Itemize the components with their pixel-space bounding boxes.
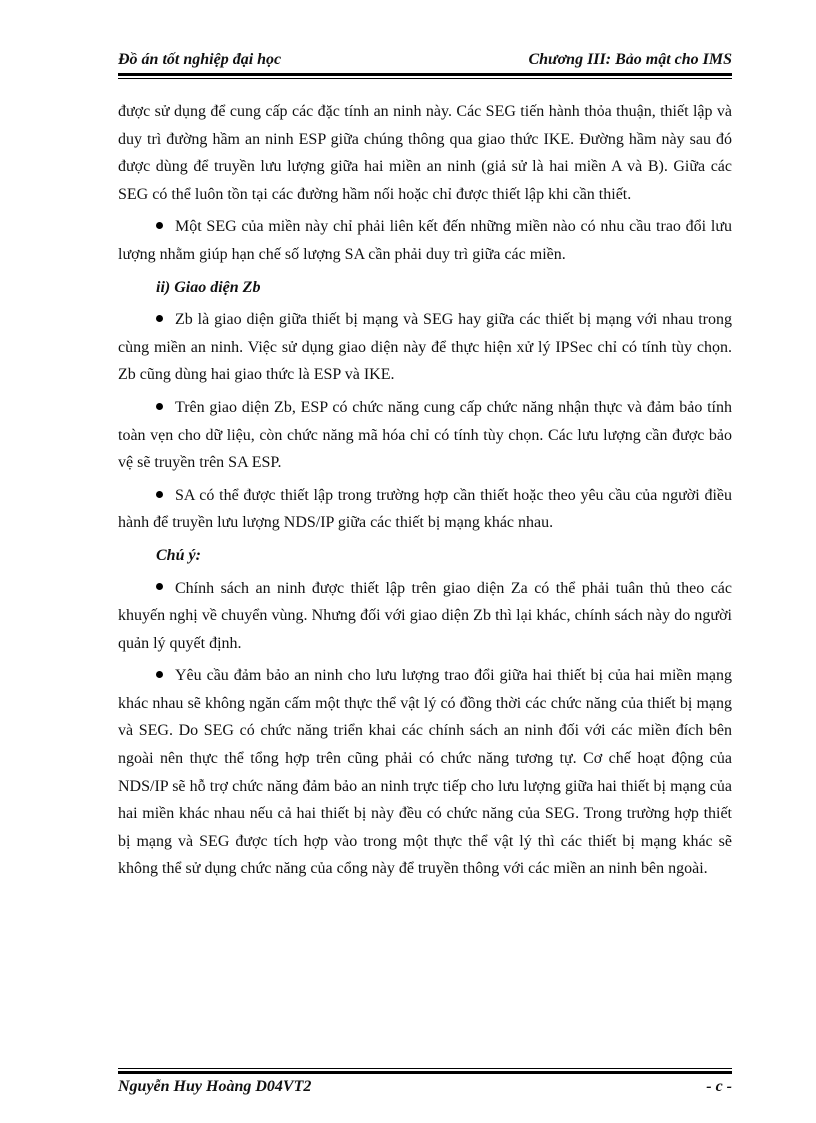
- bullet-text: Trên giao diện Zb, ESP có chức năng cung cấp chức năng nhận thực và đảm bảo tính toàn vẹn cho dữ liệu, còn chức năng mã hóa chỉ có tính tùy chọn. Các lưu lượng cần được bảo vệ sẽ truyền trên SA ESP.: [118, 398, 732, 472]
- footer-rule-thin: [118, 1068, 732, 1069]
- bullet-text: Zb là giao diện giữa thiết bị mạng và SEG hay giữa các thiết bị mạng với nhau trong cùng miền an ninh. Việc sử dụng giao diện này để thực hiện xử lý IPSec chỉ có tính tùy chọn. Zb cũng dùng hai giao thức là ESP và IKE.: [118, 311, 732, 384]
- bullet-icon: [156, 491, 163, 498]
- bullet-item: [118, 575, 732, 658]
- bullet-icon: [156, 671, 163, 678]
- page-body: [118, 98, 732, 888]
- bullet-icon: [156, 583, 163, 590]
- page-header: [118, 51, 732, 73]
- bullet-item: [118, 213, 732, 268]
- footer-rule-thick: [118, 1071, 732, 1074]
- bullet-text: Chính sách an ninh được thiết lập trên giao diện Za có thể phải tuân thủ theo các khuyến nghị về chuyển vùng. Nhưng đối với giao diện Zb thì lại khác, chính sách này do người quản lý quyết định.: [118, 579, 732, 652]
- bullet-item: [118, 394, 732, 477]
- section-heading-zb: ii) Giao diện Zb: [156, 278, 261, 296]
- bullet-text: Một SEG của miền này chỉ phải liên kết đến những miền nào có nhu cầu trao đổi lưu lượng nhằm giúp hạn chế số lượng SA cần phải duy trì giữa các miền.: [118, 218, 732, 263]
- section-heading-note: Chú ý:: [156, 546, 201, 564]
- bullet-text: Yêu cầu đảm bảo an ninh cho lưu lượng trao đổi giữa hai thiết bị của hai miền mạng khác nhau sẽ không ngăn cấm một thực thể vật lý có đồng thời các chức năng của thiết bị mạng và SEG. Do SEG có chức năng triển khai các chính sách an ninh đối với các miền đích bên ngoài nên thực thể tổng hợp trên cũng phải có chức năng tương tự. Cơ chế hoạt động của NDS/IP sẽ hỗ trợ chức năng đảm bảo an ninh trực tiếp cho lưu lượng giữa hai thiết bị mạng của hai miền khác nhau nếu cả hai thiết bị này đều có chức năng của SEG. Trong trường hợp thiết bị mạng và SEG được tích hợp vào trong một thực thể vật lý thì các thiết bị mạng khác sẽ không thể sử dụng chức năng của cổng này để truyền thông với các miền an ninh bên ngoài.: [118, 667, 732, 878]
- bullet-item: [118, 482, 732, 537]
- header-chapter-title: Chương III: Bảo mật cho IMS: [528, 51, 732, 68]
- header-title-left: Đồ án tốt nghiệp đại học: [118, 51, 282, 68]
- bullet-item: [118, 306, 732, 389]
- footer-author: Nguyễn Huy Hoàng D04VT2: [118, 1078, 312, 1095]
- bullet-item: [118, 662, 732, 883]
- paragraph-continuation: được sử dụng để cung cấp các đặc tính an ninh này. Các SEG tiến hành thỏa thuận, thiết lập và duy trì đường hầm an ninh ESP giữa chúng thông qua giao thức IKE. Đường hầm này sau đó được dùng để truyền lưu lượng giữa hai miền an ninh (giả sử là hai miền A và B). Giữa các SEG có thể luôn tồn tại các đường hầm nối hoặc chỉ được thiết lập khi cần thiết.: [118, 103, 732, 203]
- page-footer: [118, 1078, 732, 1100]
- bullet-icon: [156, 315, 163, 322]
- bullet-icon: [156, 403, 163, 410]
- header-rule-thick: [118, 73, 732, 76]
- page-number: - c -: [706, 1078, 732, 1095]
- bullet-text: SA có thể được thiết lập trong trường hợp cần thiết hoặc theo yêu cầu của người điều hành để truyền lưu lượng NDS/IP giữa các thiết bị mạng khác nhau.: [118, 486, 732, 532]
- header-rule-thin: [118, 78, 732, 79]
- bullet-icon: [156, 222, 163, 229]
